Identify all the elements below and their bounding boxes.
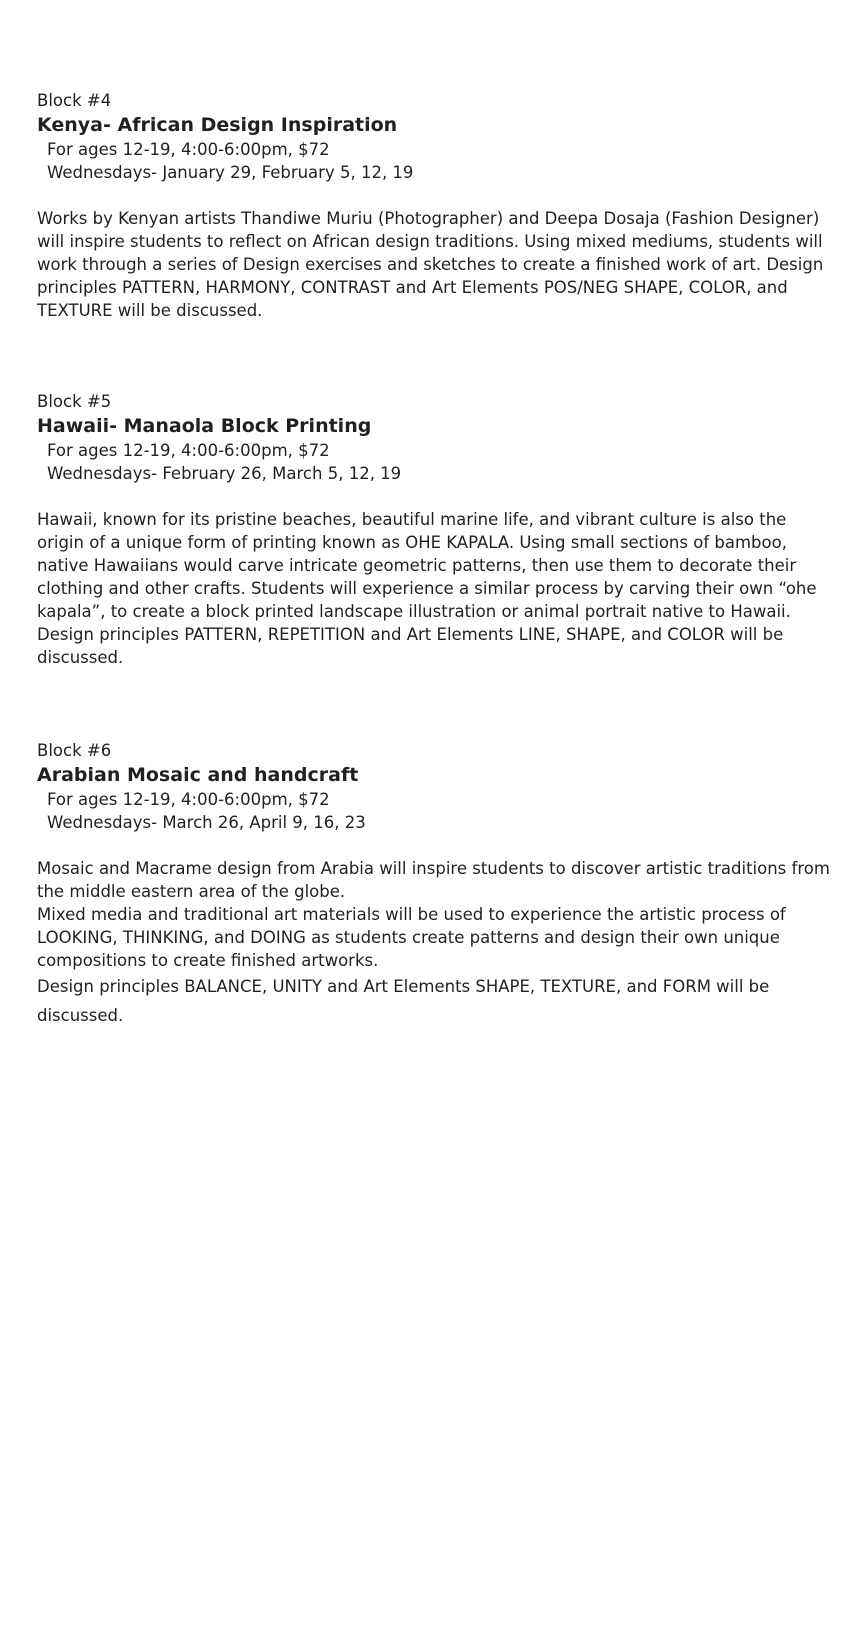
block-dates: Wednesdays- January 29, February 5, 12, 19 (47, 163, 414, 182)
block-title: Hawaii- Manaola Block Printing (37, 415, 372, 437)
class-block-5 (37, 391, 837, 669)
class-block-4 (37, 90, 837, 322)
description-paragraph: Design principles BALANCE, UNITY and Art Elements SHAPE, TEXTURE, and FORM will be discussed. (37, 977, 770, 1025)
description-paragraph: Mixed media and traditional art materials will be used to experience the artistic process of LOOKING, THINKING, and DOING as students create patterns and design their own unique compositions to create finished artworks. (37, 905, 786, 970)
block-description (37, 857, 837, 1030)
block-dates: Wednesdays- March 26, April 9, 16, 23 (47, 813, 366, 832)
block-dates: Wednesdays- February 26, March 5, 12, 19 (47, 464, 402, 483)
block-description (37, 508, 837, 669)
class-block-6 (37, 740, 837, 1030)
block-ages-time-price: For ages 12-19, 4:00-6:00pm, $72 (47, 441, 330, 460)
description-paragraph: Works by Kenyan artists Thandiwe Muriu (Photographer) and Deepa Dosaja (Fashion Designer) will inspire students to reflect on African design traditions. Using mixed mediums, students will work through a series of Design exercises and sketches to create a finished work of art. Design principles PATTERN, HARMONY, CONTRAST and Art Elements POS/NEG SHAPE, COLOR, and TEXTURE will be discussed. (37, 209, 824, 320)
document-page (37, 90, 837, 1030)
block-title: Kenya- African Design Inspiration (37, 114, 398, 136)
block-number: Block #6 (37, 741, 112, 760)
description-paragraph: Hawaii, known for its pristine beaches, beautiful marine life, and vibrant culture is also the origin of a unique form of printing known as OHE KAPALA. Using small sections of bamboo, native Hawaiians would carve intricate geometric patterns, then use them to decorate their clothing and other crafts. Students will experience a similar process by carving their own “ohe kapala”, to create a block printed landscape illustration or animal portrait native to Hawaii. Design principles PATTERN, REPETITION and Art Elements LINE, SHAPE, and COLOR will be discussed. (37, 510, 817, 667)
block-number: Block #4 (37, 91, 112, 110)
block-ages-time-price: For ages 12-19, 4:00-6:00pm, $72 (47, 790, 330, 809)
block-number: Block #5 (37, 392, 112, 411)
block-description (37, 207, 827, 322)
block-ages-time-price: For ages 12-19, 4:00-6:00pm, $72 (47, 140, 330, 159)
description-paragraph: Mosaic and Macrame design from Arabia will inspire students to discover artistic traditions from the middle eastern area of the globe. (37, 859, 830, 901)
block-title: Arabian Mosaic and handcraft (37, 764, 359, 786)
